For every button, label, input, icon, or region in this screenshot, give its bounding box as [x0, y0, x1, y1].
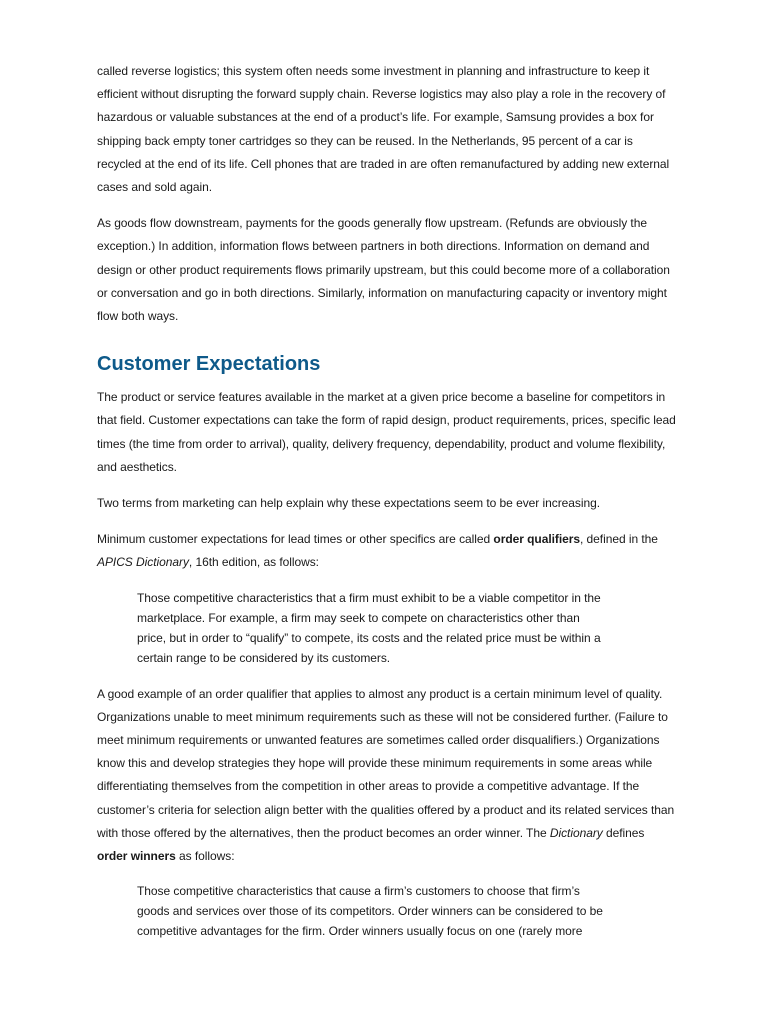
paragraph-baseline: The product or service features available in the market at a given price become a baseline for competitors in that field. Customer expectations can take the form of rapid design, product requirements, prices, specific lead times (the time from order to arrival), quality, delivery frequency, dependability, product and volume flexibility, and aesthetics. — [97, 390, 676, 474]
quote-line: certain range to be considered by its customers. — [137, 650, 391, 665]
title-apics-dictionary: APICS Dictionary — [97, 555, 189, 570]
quote-order-winners — [137, 881, 657, 941]
text-run: defines — [602, 825, 645, 840]
paragraph-flows: As goods flow downstream, payments for the goods generally flow upstream. (Refunds are obviously the exception.) In addition, information flows between partners in both directions. Information on demand and design or other product requirements flows primarily upstream, but this could become more of a collaboration or conversation and go in both directions. Similarly, information on manufacturing capacity or inventory might flow both ways. — [97, 216, 670, 324]
quote-line: competitive advantages for the firm. Order winners usually focus on one (rarely more — [137, 924, 583, 939]
quote-order-qualifiers — [137, 588, 657, 668]
text-run: as follows: — [175, 849, 235, 864]
paragraph-reverse-logistics: called reverse logistics; this system often needs some investment in planning and infrastructure to keep it efficient without disrupting the forward supply chain. Reverse logistics may also play a role in the recovery of hazardous or valuable substances at the end of a product’s life. For example, Samsung provides a box for shipping back empty toner cartridges so they can be reused. In the Netherlands, 95 percent of a car is recycled at the end of its life. Cell phones that are traded in are often remanufactured by adding new external cases and sold again. — [97, 64, 670, 195]
quote-line: marketplace. For example, a firm may seek to compete on characteristics other than — [137, 610, 580, 625]
quote-line: Those competitive characteristics that cause a firm’s customers to choose that firm’s — [137, 884, 580, 899]
term-order-qualifiers: order qualifiers — [493, 532, 580, 547]
text-run: Minimum customer expectations for lead times or other specifics are called — [97, 532, 494, 547]
section-heading-customer-expectations: Customer Expectations — [97, 353, 321, 376]
term-order-winners: order winners — [97, 849, 176, 864]
text-run: , 16th edition, as follows: — [188, 555, 319, 570]
document-page — [97, 60, 677, 956]
quote-line: goods and services over those of its competitors. Order winners can be considered to be — [137, 904, 603, 919]
quote-line: price, but in order to “qualify” to compete, its costs and the related price must be within a — [137, 630, 601, 645]
paragraph-two-terms: Two terms from marketing can help explain why these expectations seem to be ever increasing. — [97, 496, 600, 511]
text-run: , defined in the — [579, 532, 658, 547]
title-dictionary: Dictionary — [549, 825, 603, 840]
quote-line: Those competitive characteristics that a firm must exhibit to be a viable competitor in the — [137, 590, 601, 605]
text-run: A good example of an order qualifier that applies to almost any product is a certain minimum level of quality. Organizations unable to meet minimum requirements such as these will not be considered further. (Failure to meet minimum requirements or unwanted features are sometimes called order disqualifiers.) Organizations know this and develop strategies they hope will provide these minimum requirements in some areas while differentiating themselves from the competition in other areas to provide a competitive advantage. If the customer’s criteria for selection align better with the qualities offered by a product and its related services than with those offered by the alternatives, then the product becomes an order winner. The — [97, 686, 675, 840]
paragraph-order-qualifiers-intro — [97, 528, 677, 574]
paragraph-order-winner-example — [97, 683, 677, 869]
